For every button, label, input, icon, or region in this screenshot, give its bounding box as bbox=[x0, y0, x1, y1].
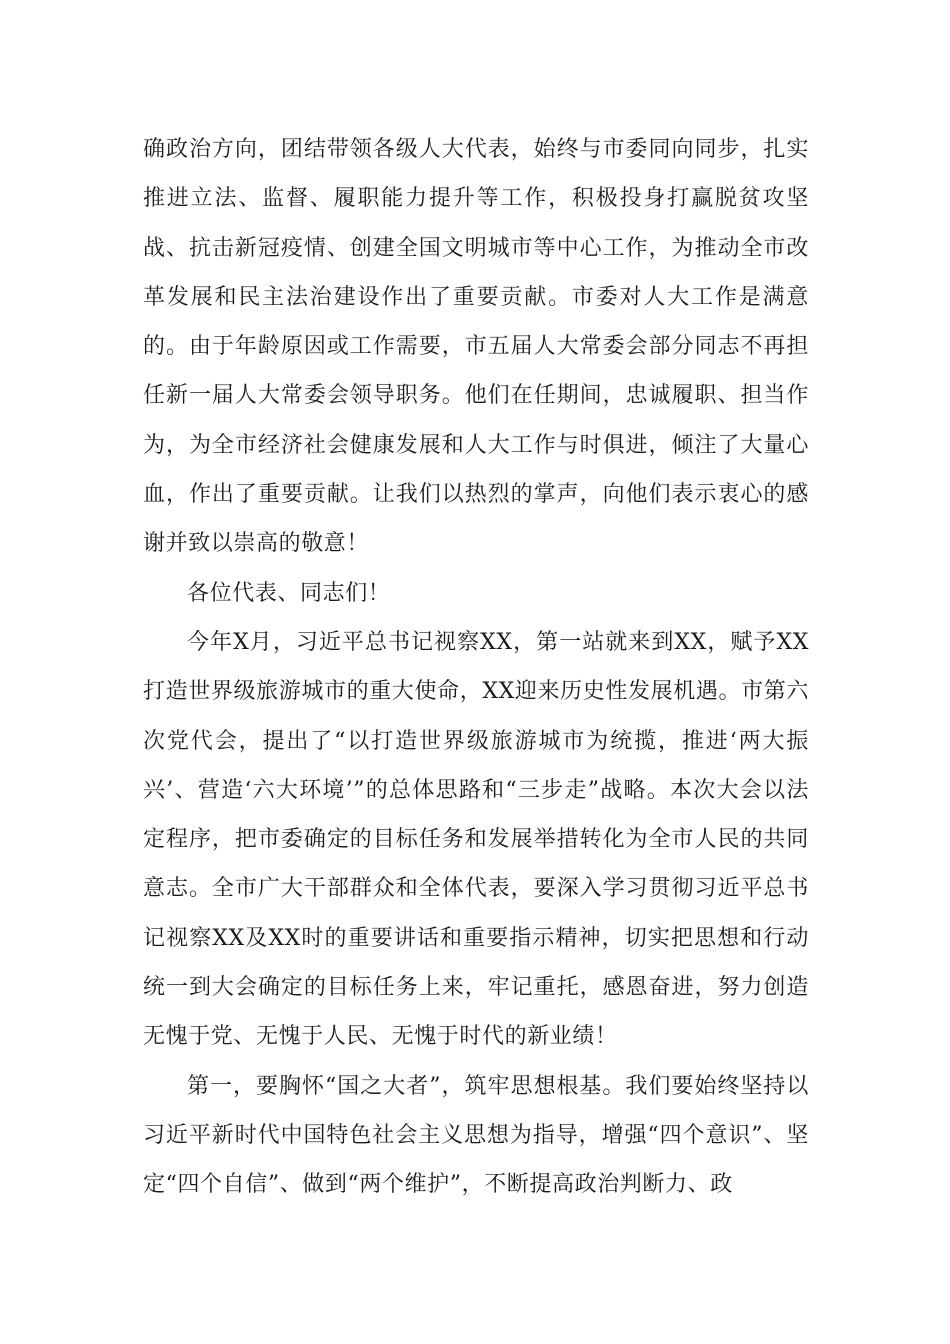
paragraph-first-point: 第一，要胸怀“国之大者”，筑牢思想根基。我们要始终坚持以习近平新时代中国特色社会主义思想为指导，增强“四个意识”、坚定“四个自信”、做到“两个维护”，不断提高政治判断力、政 bbox=[143, 1073, 809, 1198]
document-body bbox=[143, 125, 809, 1210]
paragraph-continued: 确政治方向，团结带领各级人大代表，始终与市委同向同步，扎实推进立法、监督、履职能力提升等工作，积极投身打赢脱贫攻坚战、抗击新冠疫情、创建全国文明城市等中心工作，为推动全市改革发展和民主法治建设作出了重要贡献。市委对人大工作是满意的。由于年龄原因或工作需要，市五届人大常委会部分同志不再担任新一届人大常委会领导职务。他们在任期间，忠诚履职、担当作为，为全市经济社会健康发展和人大工作与时俱进，倾注了大量心血，作出了重要贡献。让我们以热烈的掌声，向他们表示衷心的感谢并致以崇高的敬意！ bbox=[143, 137, 809, 557]
paragraph-salutation: 各位代表、同志们！ bbox=[187, 580, 391, 606]
paragraph-development-opportunity: 今年X月，习近平总书记视察XX，第一站就来到XX，赋予XX打造世界级旅游城市的重大使命，XX迎来历史性发展机遇。市第六次党代会，提出了“以打造世界级旅游城市为统揽，推进‘两大振兴’、营造‘六大环境’”的总体思路和“三步走”战略。本次大会以法定程序，把市委确定的目标任务和发展举措转化为全市人民的共同意志。全市广大干部群众和全体代表，要深入学习贯彻习近平总书记视察XX及XX时的重要讲话和重要指示精神，切实把思想和行动统一到大会确定的目标任务上来，牢记重托，感恩奋进，努力创造无愧于党、无愧于人民、无愧于时代的新业绩！ bbox=[143, 629, 809, 1050]
